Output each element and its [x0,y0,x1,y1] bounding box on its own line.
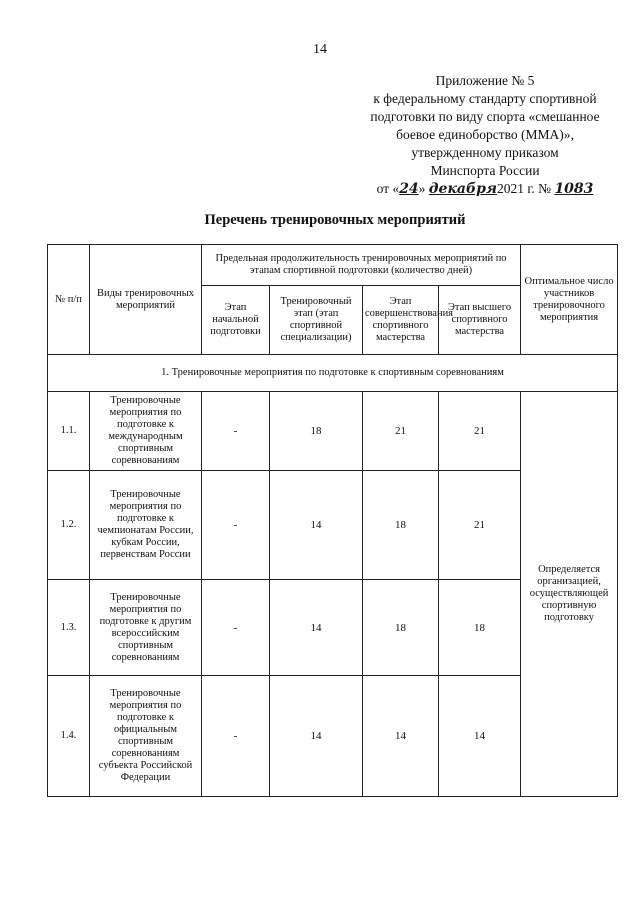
appendix-line: боевое единоборство (ММА)», [396,127,574,142]
header-optimal: Оптимальное число участников тренировочного мероприятия [521,245,618,355]
header-stage-higher: Этап высшего спортивного мастерства [439,286,521,355]
stage-improvement-days: 21 [363,392,439,471]
stage-training-days: 14 [270,471,363,580]
row-number: 1.2. [48,471,90,580]
stage-improvement-days: 18 [363,471,439,580]
stage-higher-days: 18 [439,580,521,676]
header-num: № п/п [48,245,90,355]
stage-higher-days: 21 [439,471,521,580]
handwritten-month: декабря [428,181,498,197]
header-kinds: Виды тренировочных мероприятий [90,245,202,355]
stage-improvement-days: 14 [363,676,439,797]
header-stage-improvement: Этап совершенствования спортивного мастерства [363,286,439,355]
training-events-table [47,244,618,797]
stage-higher-days: 14 [439,676,521,797]
handwritten-day: 24 [399,181,419,197]
stage-initial-days: - [202,471,270,580]
stage-training-days: 18 [270,392,363,471]
appendix-line: к федеральному стандарту спортивной [373,91,597,106]
stage-initial-days: - [202,392,270,471]
event-name: Тренировочные мероприятия по подготовке к международным спортивным соревнованиям [90,392,202,471]
appendix-line: Минспорта России [430,163,540,178]
event-name: Тренировочные мероприятия по подготовке к чемпионатам России, кубкам России, первенствам России [90,471,202,580]
row-number: 1.4. [48,676,90,797]
stage-initial-days: - [202,580,270,676]
document-title: Перечень тренировочных мероприятий [204,212,466,228]
optimal-participants: Определяется организацией, осуществляющей спортивную подготовку [521,392,618,797]
section-row [48,355,618,392]
header-stage-training: Тренировочный этап (этап спортивной специализации) [270,286,363,355]
stage-improvement-days: 18 [363,580,439,676]
table-row [48,392,618,471]
order-year: 2021 г. № [497,181,552,196]
date-mid: » [418,181,429,196]
header-stage-initial: Этап начальной подготовки [202,286,270,355]
header-duration-group: Предельная продолжительность тренировочных мероприятий по этапам спортивной подготовки (количество дней) [202,245,521,286]
appendix-line: подготовки по виду спорта «смешанное [370,109,600,124]
row-number: 1.1. [48,392,90,471]
section-title: 1. Тренировочные мероприятия по подготовке к спортивным соревнованиям [48,355,618,392]
appendix-line: Приложение № 5 [435,73,535,88]
row-number: 1.3. [48,580,90,676]
stage-higher-days: 21 [439,392,521,471]
stage-training-days: 14 [270,676,363,797]
stage-initial-days: - [202,676,270,797]
appendix-line: утвержденному приказом [411,145,559,160]
handwritten-order-number: 1083 [554,181,594,197]
date-prefix: от « [376,181,400,196]
order-date-line [340,180,630,198]
appendix-block [340,72,630,198]
event-name: Тренировочные мероприятия по подготовке к другим всероссийским спортивным соревнованиям [90,580,202,676]
header-row [48,245,618,286]
page-number: 14 [313,42,327,57]
stage-training-days: 14 [270,580,363,676]
event-name: Тренировочные мероприятия по подготовке к официальным спортивным соревнованиям субъекта Российской Федерации [90,676,202,797]
